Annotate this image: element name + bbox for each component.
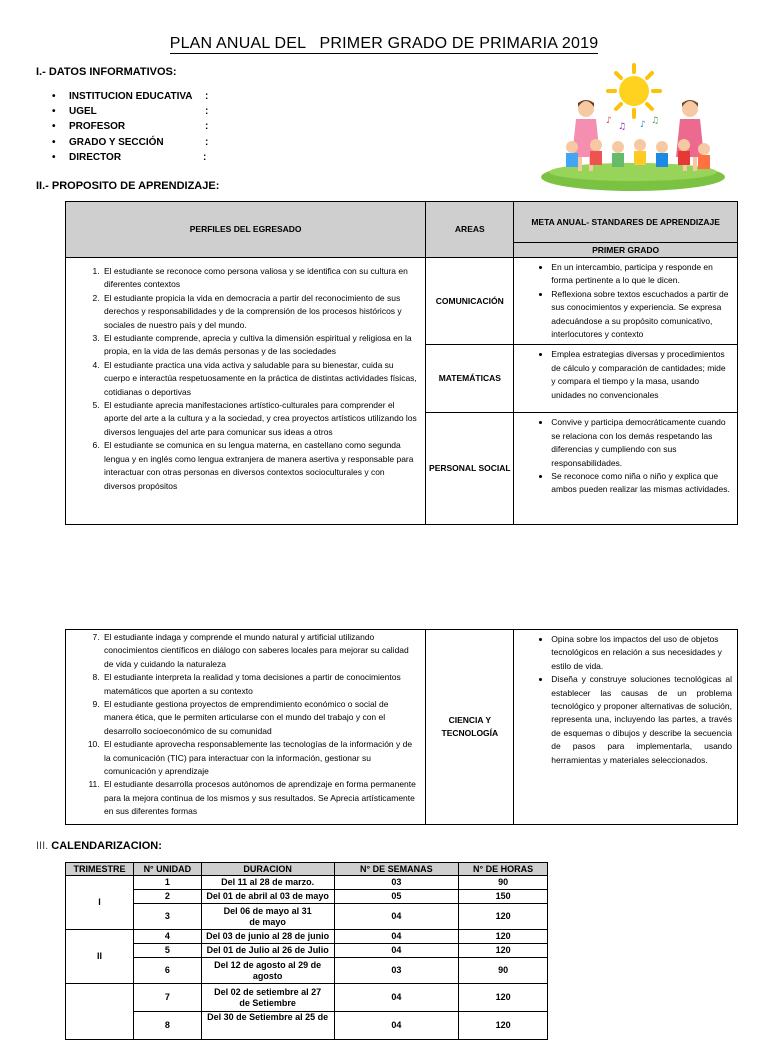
header-duracion: DURACION — [201, 863, 334, 876]
horas-cell: 90 — [459, 876, 548, 890]
table-row — [66, 1012, 548, 1040]
unidad-cell: 4 — [133, 930, 201, 944]
table-row — [66, 958, 548, 984]
semanas-cell: 03 — [334, 958, 459, 984]
perfiles-cell-2 — [66, 630, 426, 825]
table-row — [66, 984, 548, 1012]
trimestre-cell: II — [66, 930, 134, 984]
list-item: 1. El estudiante se reconoce como persona valiosa y se identifica con su cultura en diferentes contextos — [102, 265, 418, 292]
list-item: 5. El estudiante aprecia manifestaciones artístico-culturales para comprender el aporte del arte a la cultura y a la sociedad, y crea proyectos artísticos utilizando los diversos lenguajes del arte para comunicar sus ideas a otros — [102, 399, 418, 439]
horas-cell: 120 — [459, 944, 548, 958]
list-item: 2. El estudiante propicia la vida en democracia a partir del reconocimiento de sus derechos y responsabilidades y de la comprensión de los procesos históricos y sociales de nuestro país y del mundo. — [102, 292, 418, 332]
semanas-cell: 04 — [334, 984, 459, 1012]
semanas-cell: 04 — [334, 1012, 459, 1040]
semanas-cell: 05 — [334, 890, 459, 904]
area-personal-social: PERSONAL SOCIAL — [426, 413, 514, 525]
unidad-cell: 5 — [133, 944, 201, 958]
area-ciencia-tecnologia: CIENCIA Y TECNOLOGÍA — [426, 630, 514, 825]
unidad-cell: 3 — [133, 904, 201, 930]
table-row — [66, 876, 548, 890]
header-horas: N° DE HORAS — [459, 863, 548, 876]
perfiles-cell-1 — [66, 258, 426, 525]
section-heading-calendarizacion: III. CALENDARIZACION: — [36, 840, 162, 852]
svg-text:♪: ♪ — [606, 116, 612, 126]
list-item: 7. El estudiante indaga y comprende el mundo natural y artificial utilizando conocimientos científicos en diálogo con saberes locales para mejorar su calidad de vida y cuidando la naturaleza — [102, 631, 418, 671]
header-areas: AREAS — [426, 202, 514, 258]
sun-icon — [608, 65, 660, 117]
duracion-cell: Del 12 de agosto al 29 de agosto — [201, 958, 334, 984]
trimestre-cell — [66, 984, 134, 1040]
header-perfiles: PERFILES DEL EGRESADO — [66, 202, 426, 258]
area-matematicas: MATEMÁTICAS — [426, 345, 514, 413]
list-item: 6. El estudiante se comunica en su lengua materna, en castellano como segunda lengua y en inglés como lengua extranjera de manera asertiva y responsable para interactuar con otras personas en diversos contextos socioculturales y con diversos propósitos — [102, 439, 418, 493]
music-notes-icon — [606, 116, 659, 132]
list-item: 8. El estudiante interpreta la realidad y toma decisiones a partir de conocimientos matemáticos que aporten a su contexto — [102, 671, 418, 698]
unidad-cell: 2 — [133, 890, 201, 904]
trimestre-cell: I — [66, 876, 134, 930]
perfiles-list-2 — [67, 631, 424, 823]
section-heading-proposito: II.- PROPOSITO DE APRENDIZAJE: — [36, 180, 220, 192]
header-trimestre: TRIMESTRE — [66, 863, 134, 876]
area-comunicacion: COMUNICACIÓN — [426, 258, 514, 345]
semanas-cell: 03 — [334, 876, 459, 890]
duracion-cell: Del 01 de Julio al 26 de Julio — [201, 944, 334, 958]
duracion-cell: Del 06 de mayo al 31 de mayo — [201, 904, 334, 930]
table-row — [66, 944, 548, 958]
unidad-cell: 6 — [133, 958, 201, 984]
header-semanas: N° DE SEMANAS — [334, 863, 459, 876]
svg-text:♫: ♫ — [618, 122, 627, 132]
list-item: • Se reconoce como niña o niño y explica que ambos pueden realizar las mismas actividades. — [551, 470, 732, 497]
table-row — [66, 930, 548, 944]
duracion-cell: Del 02 de setiembre al 27 de Setiembre — [201, 984, 334, 1012]
unidad-cell: 1 — [133, 876, 201, 890]
unidad-cell: 8 — [133, 1012, 201, 1040]
perfiles-list-1 — [67, 259, 424, 497]
duracion-cell: Del 30 de Setiembre al 25 de — [201, 1012, 334, 1040]
table-row — [66, 904, 548, 930]
children-illustration — [538, 59, 728, 191]
meta-personal-social — [514, 413, 738, 525]
list-item: • Diseña y construye soluciones tecnológicas al establecer las causas de un problema tecnológico y proponer alternativas de solución, representa una, incluyendo las partes, a través de esquemas o dibujos y describe la secuencia de pasos para implementarla, usando herramientas y materiales seleccionados. — [551, 673, 732, 767]
duracion-cell: Del 11 al 28 de marzo. — [201, 876, 334, 890]
list-item: • Convive y participa democráticamente cuando se relaciona con los demás respetando las diferencias y cumpliendo con sus responsabilidades. — [551, 416, 732, 470]
horas-cell: 150 — [459, 890, 548, 904]
page-title: PLAN ANUAL DEL PRIMER GRADO DE PRIMARIA 2019 — [169, 35, 599, 52]
list-item: 3. El estudiante comprende, aprecia y cultiva la dimensión espiritual y religiosa en la propia, en la vida de las demás personas y de las sociedades — [102, 332, 418, 359]
list-item: • En un intercambio, participa y responde en forma pertinente a lo que le dicen. — [551, 261, 732, 288]
meta-matematicas — [514, 345, 738, 413]
duracion-cell: Del 03 de junio al 28 de junio — [201, 930, 334, 944]
proposito-table-1 — [65, 201, 738, 525]
proposito-table-2 — [65, 629, 738, 825]
horas-cell: 120 — [459, 1012, 548, 1040]
unidad-cell: 7 — [133, 984, 201, 1012]
semanas-cell: 04 — [334, 944, 459, 958]
list-item: • Emplea estrategias diversas y procedimientos de cálculo y comparación de cantidades; mide y compara el tiempo y la masa, usando unidades no convencionales — [551, 348, 732, 402]
duracion-cell: Del 01 de abril al 03 de mayo — [201, 890, 334, 904]
svg-text:♪: ♪ — [640, 120, 646, 130]
calendarizacion-table — [65, 862, 548, 1040]
header-grado: PRIMER GRADO — [514, 243, 738, 258]
semanas-cell: 04 — [334, 930, 459, 944]
list-item: • Reflexiona sobre textos escuchados a partir de sus conocimientos y experiencia. Se expresa adecuándose a su propósito comunicativo, interlocutores y contexto — [551, 288, 732, 342]
svg-text:♫: ♫ — [651, 116, 660, 126]
semanas-cell: 04 — [334, 904, 459, 930]
horas-cell: 120 — [459, 930, 548, 944]
list-item: 10. El estudiante aprovecha responsablemente las tecnologías de la información y de la comunicación (TIC) para interactuar con la información, gestionar su comunicación y aprendizaje — [102, 738, 418, 778]
horas-cell: 90 — [459, 958, 548, 984]
list-item: 11. El estudiante desarrolla procesos autónomos de aprendizaje en forma permanente para la mejora continua de los mismos y sus resultados. Se Aprecia artísticamente en sus diferentes formas — [102, 778, 418, 818]
table-row — [66, 890, 548, 904]
header-meta: META ANUAL- STANDARES DE APRENDIZAJE — [514, 202, 738, 243]
list-item: • Opina sobre los impactos del uso de objetos tecnológicos en relación a sus necesidades y estilo de vida. — [551, 633, 732, 673]
section-heading-datos: I.- DATOS INFORMATIVOS: — [36, 66, 177, 78]
horas-cell: 120 — [459, 904, 548, 930]
meta-ciencia-tecnologia — [514, 630, 738, 825]
list-item: 9. El estudiante gestiona proyectos de emprendimiento económico o social de manera ética, que le permiten articularse con el mundo del trabajo y con el desarrollo socioeconómico de su comunidad — [102, 698, 418, 738]
header-unidad: N° UNIDAD — [133, 863, 201, 876]
horas-cell: 120 — [459, 984, 548, 1012]
list-item: 4. El estudiante practica una vida activa y saludable para su bienestar, cuida su cuerpo e interactúa respetuosamente en la práctica de distintas actividades físicas, cotidianas o deportivas — [102, 359, 418, 399]
meta-comunicacion — [514, 258, 738, 345]
